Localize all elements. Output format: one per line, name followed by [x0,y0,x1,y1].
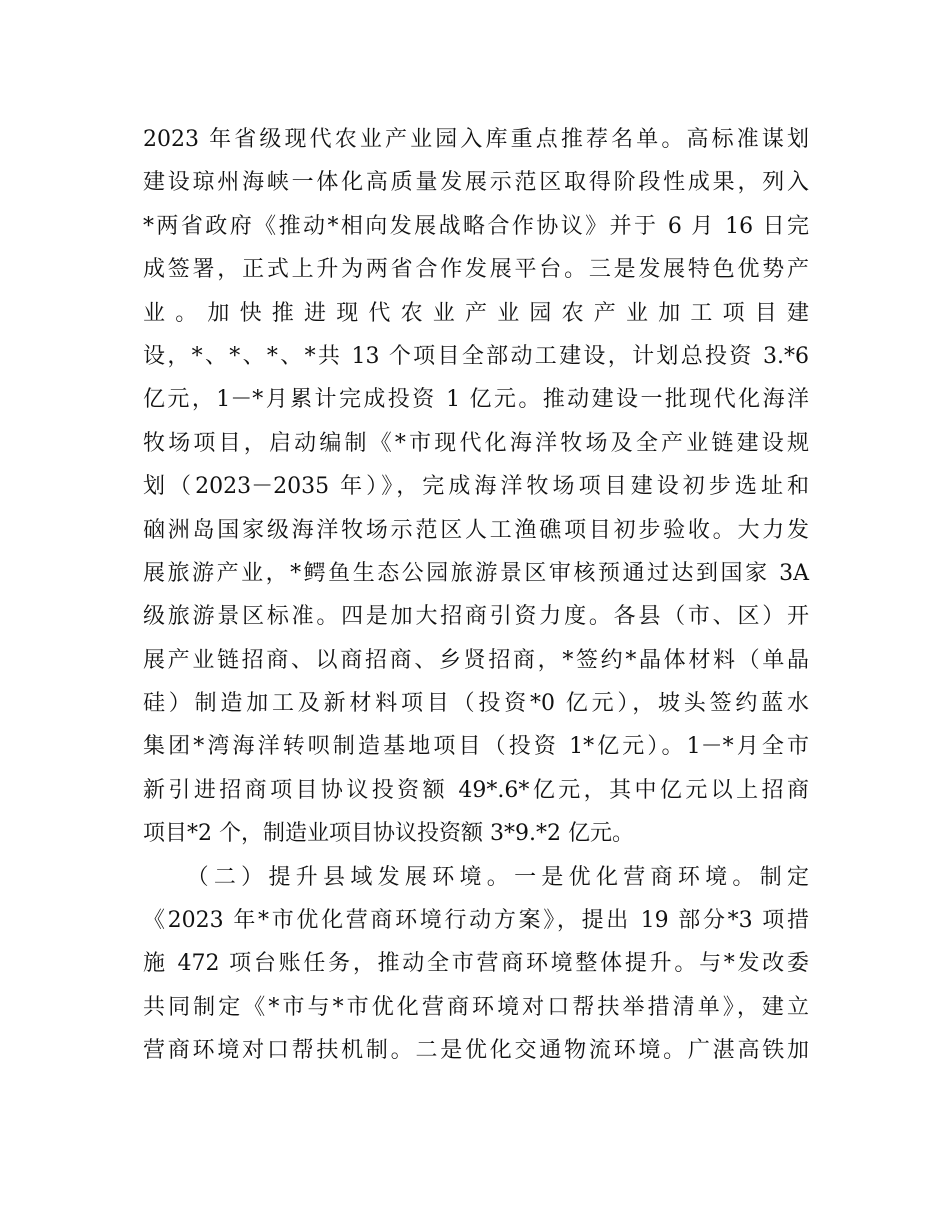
text-line-6: 设，*、*、*、*共 13 个项目全部动工建设，计划总投资 3.*6 [143,343,809,369]
text-line-10: 硇洲岛国家级海洋牧场示范区人工渔礁项目初步验收。大力发 [143,517,809,543]
text-line-9: 划（2023－2035 年）》，完成海洋牧场项目建设初步选址和 [143,474,809,500]
text-line-18: （二）提升县域发展环境。一是优化营商环境。制定 [143,864,809,890]
text-line-15: 集团*湾海洋转呗制造基地项目（投资 1*亿元）。1－*月全市 [143,734,809,760]
text-line-13: 展产业链招商、以商招商、乡贤招商，*签约*晶体材料（单晶 [143,647,809,673]
text-line-5: 业。加快推进现代农业产业园农产业加工项目建 [143,300,809,326]
text-line-22: 营商环境对口帮扶机制。二是优化交通物流环境。广湛高铁加 [143,1038,809,1064]
text-line-21: 共同制定《*市与*市优化营商环境对口帮扶举措清单》，建立 [143,994,809,1020]
text-line-2: 建设琼州海峡一体化高质量发展示范区取得阶段性成果，列入 [143,170,809,196]
text-line-8: 牧场项目，启动编制《*市现代化海洋牧场及全产业链建设规 [143,430,809,456]
text-line-12: 级旅游景区标准。四是加大招商引资力度。各县（市、区）开 [143,604,809,630]
text-line-11: 展旅游产业，*鳄鱼生态公园旅游景区审核预通过达到国家 3A [143,560,809,586]
text-line-7: 亿元，1－*月累计完成投资 1 亿元。推动建设一批现代化海洋 [143,387,809,413]
text-line-14: 硅）制造加工及新材料项目（投资*0 亿元），坡头签约蓝水 [143,691,809,717]
text-line-19: 《2023 年*市优化营商环境行动方案》，提出 19 部分*3 项措 [143,908,809,934]
text-line-16: 新引进招商项目协议投资额 49*.6*亿元，其中亿元以上招商 [143,777,809,803]
text-line-17: 项目*2 个，制造业项目协议投资额 3*9.*2 亿元。 [143,821,634,847]
text-line-4: 成签署，正式上升为两省合作发展平台。三是发展特色优势产 [143,257,809,283]
text-line-3: *两省政府《推动*相向发展战略合作协议》并于 6 月 16 日完 [143,213,809,239]
body-text [143,118,809,1073]
text-line-1: 2023 年省级现代农业产业园入库重点推荐名单。高标准谋划 [143,127,809,152]
text-line-20: 施 472 项台账任务，推动全市营商环境整体提升。与*发改委 [143,951,809,977]
